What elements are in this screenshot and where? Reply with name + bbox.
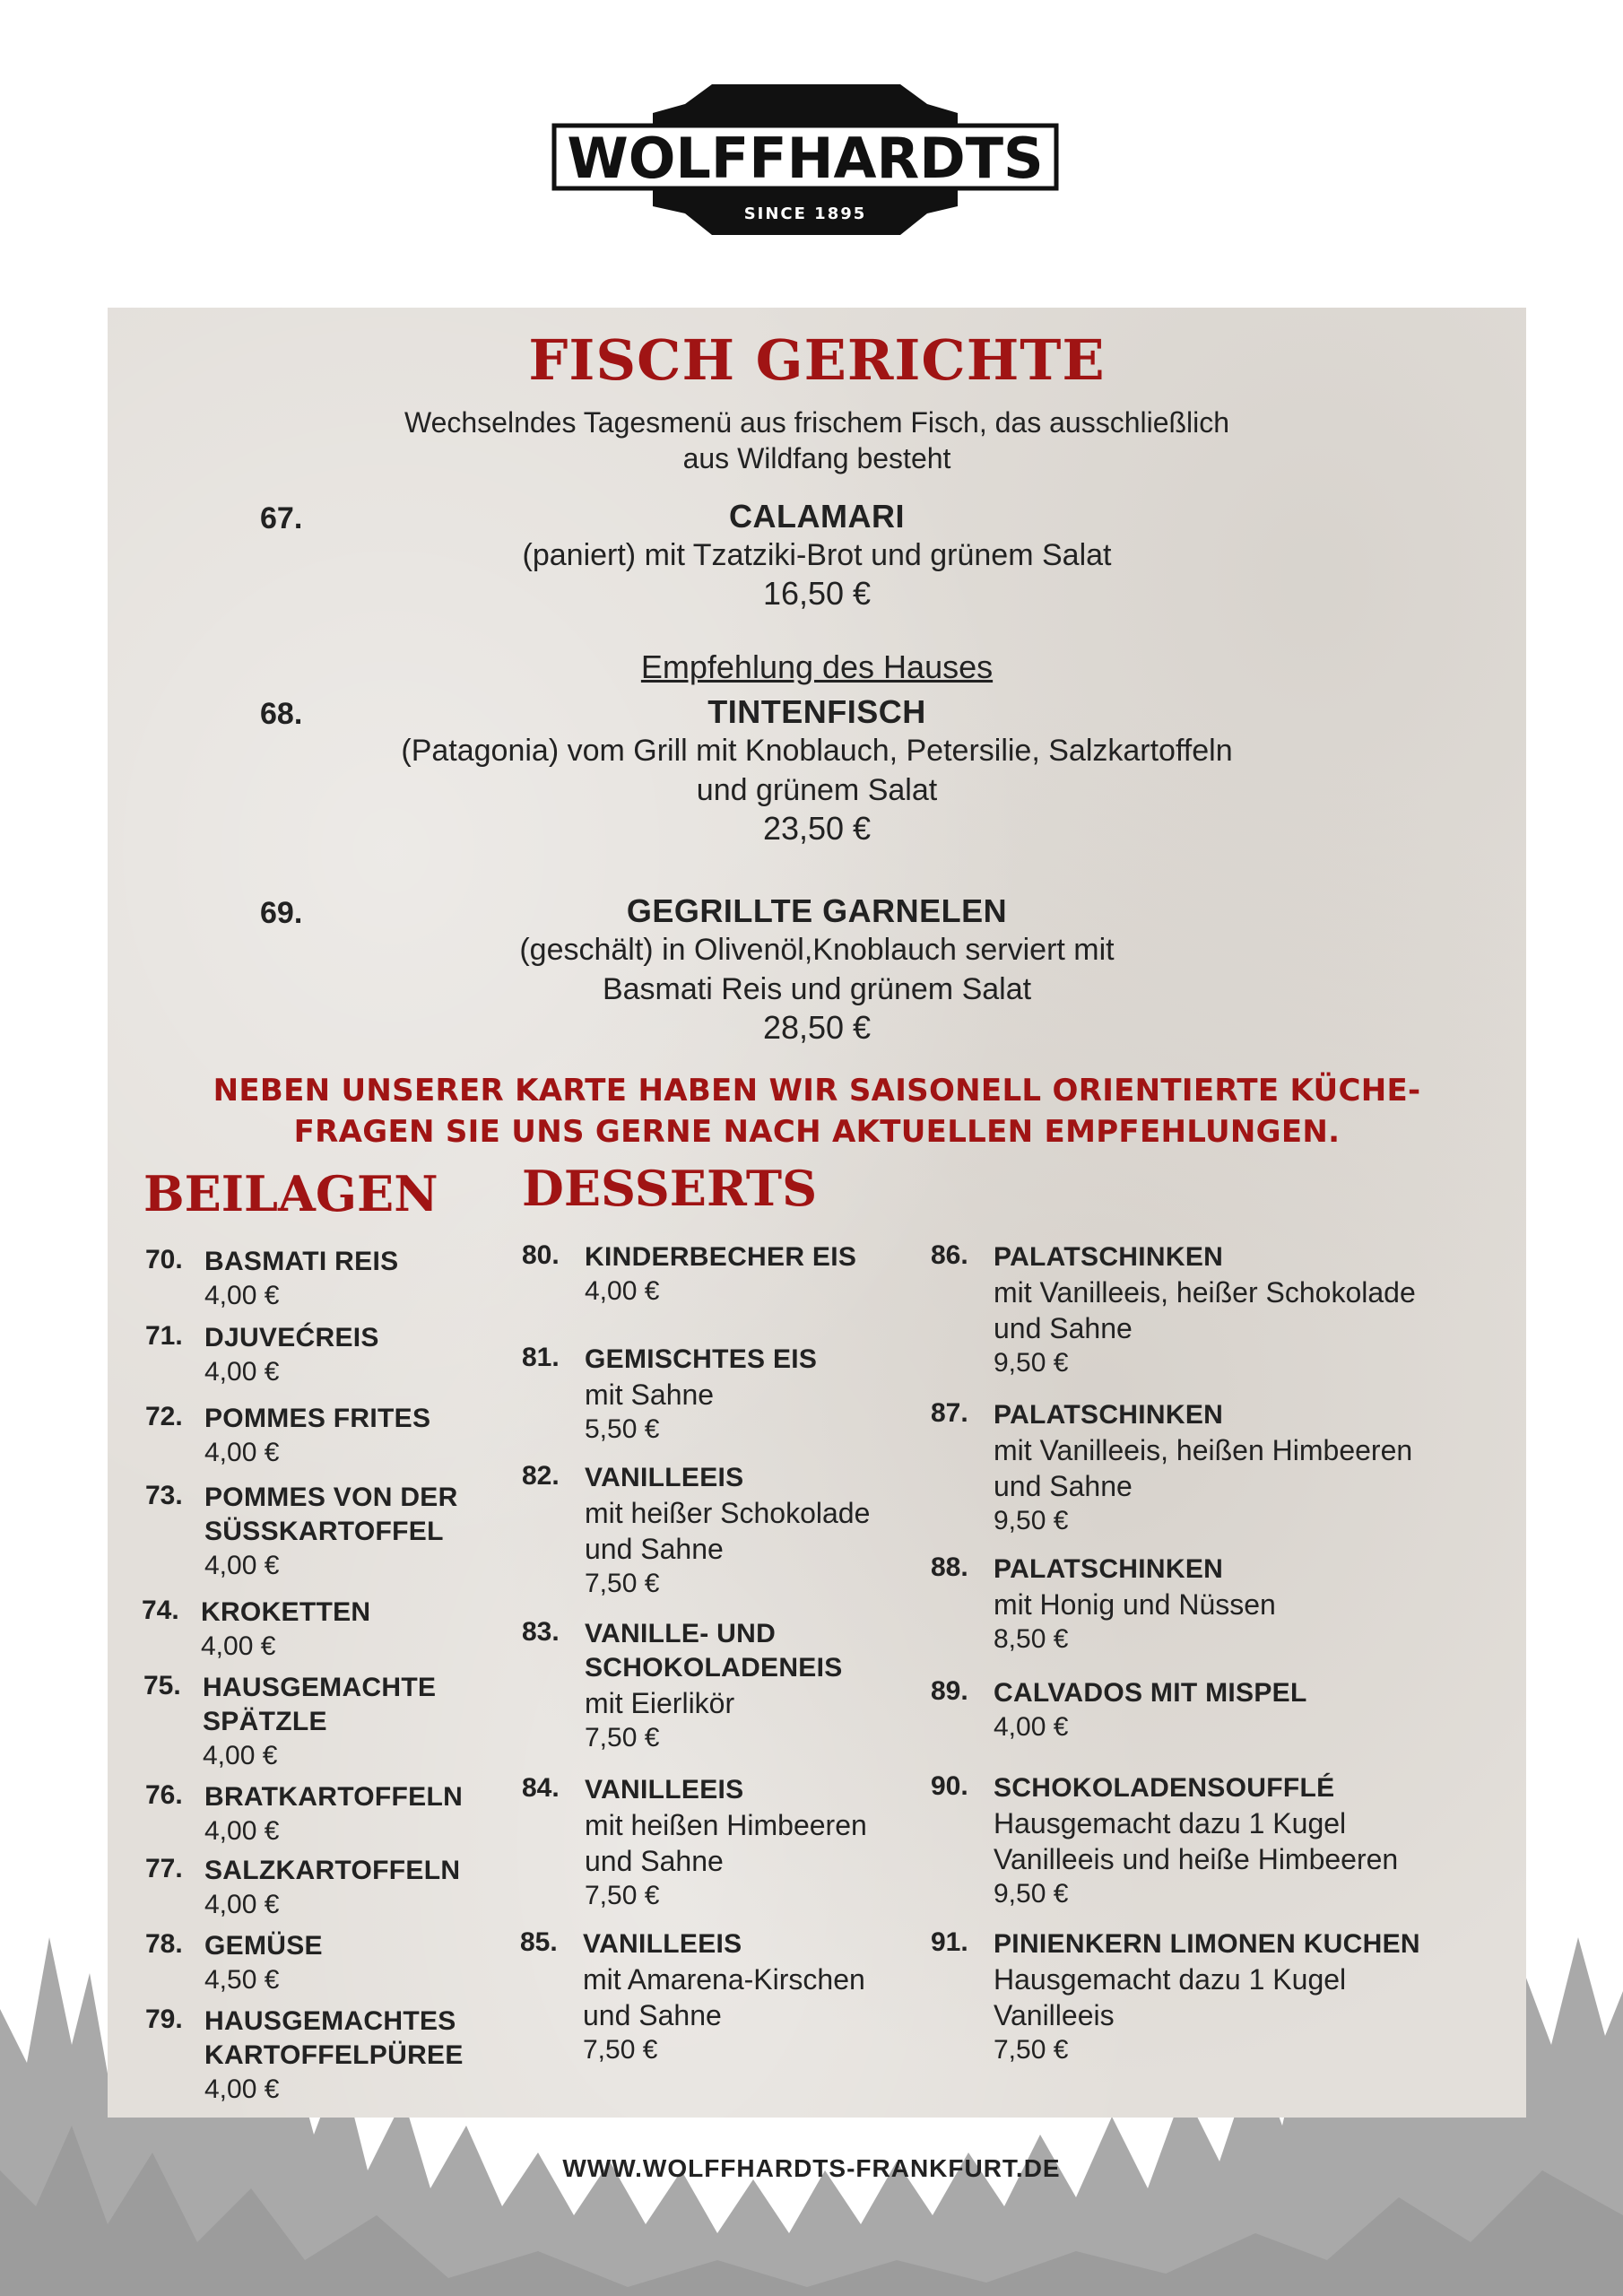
dish-number: 69. [260, 896, 303, 930]
dish-garnelen: GEGRILLTE GARNELEN (geschält) in Olivenöl,Knoblauch serviert mit Basmati Reis und grünem Salat 28,50 € [519, 892, 1115, 1046]
svg-text:SINCE 1895: SINCE 1895 [743, 204, 867, 223]
list-item: 70. BASMATI REIS 4,00 € [145, 1245, 399, 1310]
wolffhardts-logo [551, 77, 1060, 242]
list-item: 76. BRATKARTOFFELN 4,00 € [145, 1780, 464, 1846]
list-item: 83. VANILLE- UND SCHOKOLADENEIS mit Eierlikör 7,50 € [522, 1617, 843, 1752]
list-item: 75. HAUSGEMACHTE SPÄTZLE 4,00 € [143, 1671, 437, 1770]
list-item: 77. SALZKARTOFFELN 4,00 € [145, 1854, 461, 1919]
dish-calamari: CALAMARI (paniert) mit Tzatziki-Brot und grünem Salat 16,50 € [522, 498, 1112, 612]
menu-panel [108, 308, 1526, 2118]
recommendation-label: Empfehlung des Hauses [640, 648, 994, 685]
fish-subtitle: Wechselndes Tagesmenü aus frischem Fisch, das ausschließlich aus Wildfang besteht [404, 406, 1230, 474]
list-item: 89. CALVADOS MIT MISPEL 4,00 € [931, 1676, 1307, 1742]
beilagen-title: BEILAGEN [143, 1165, 438, 1222]
list-item: 84. VANILLEEIS mit heißen Himbeeren und Sahne 7,50 € [522, 1773, 867, 1910]
list-item: 78. GEMÜSE 4,50 € [145, 1929, 323, 1995]
list-item: 72. POMMES FRITES 4,00 € [145, 1402, 431, 1467]
seasonal-notice: NEBEN UNSERER KARTE HABEN WIR SAISONELL ORIENTIERTE KÜCHE- FRAGEN SIE UNS GERNE NACH AKTUELLEN EMPFEHLUNGEN. [213, 1073, 1421, 1150]
list-item: 90. SCHOKOLADENSOUFFLÉ Hausgemacht dazu 1 Kugel Vanilleeis und heiße Himbeeren 9,50 € [931, 1771, 1399, 1909]
list-item: 91. PINIENKERN LIMONEN KUCHEN Hausgemacht dazu 1 Kugel Vanilleeis 7,50 € [931, 1927, 1420, 2065]
list-item: 74. KROKETTEN 4,00 € [142, 1596, 371, 1661]
list-item: 86. PALATSCHINKEN mit Vanilleeis, heißer Schokolade und Sahne 9,50 € [931, 1240, 1416, 1378]
list-item: 80. KINDERBECHER EIS 4,00 € [522, 1240, 857, 1306]
list-item: 71. DJUVEĆREIS 4,00 € [145, 1321, 379, 1387]
list-item: 81. GEMISCHTES EIS mit Sahne 5,50 € [522, 1343, 818, 1444]
website-url[interactable]: WWW.WOLFFHARDTS-FRANKFURT.DE [562, 2154, 1061, 2182]
desserts-title: DESSERTS [522, 1160, 818, 1217]
svg-text:WOLFFHARDTS: WOLFFHARDTS [567, 126, 1044, 191]
list-item: 88. PALATSCHINKEN mit Honig und Nüssen 8,50 € [931, 1552, 1276, 1654]
dish-tintenfisch: TINTENFISCH (Patagonia) vom Grill mit Knoblauch, Petersilie, Salzkartoffeln und grünem Salat 23,50 € [401, 693, 1233, 847]
dish-number: 68. [260, 697, 303, 731]
list-item: 82. VANILLEEIS mit heißer Schokolade und Sahne 7,50 € [522, 1461, 871, 1598]
fish-title: FISCH GERICHTE [528, 327, 1106, 393]
list-item: 85. VANILLEEIS mit Amarena-Kirschen und Sahne 7,50 € [520, 1927, 865, 2065]
list-item: 79. HAUSGEMACHTES KARTOFFELPÜREE 4,00 € [145, 2005, 464, 2104]
list-item: 87. PALATSCHINKEN mit Vanilleeis, heißen Himbeeren und Sahne 9,50 € [931, 1398, 1413, 1535]
dish-number: 67. [260, 501, 303, 535]
list-item: 73. POMMES VON DER SÜSSKARTOFFEL 4,00 € [145, 1481, 458, 1580]
